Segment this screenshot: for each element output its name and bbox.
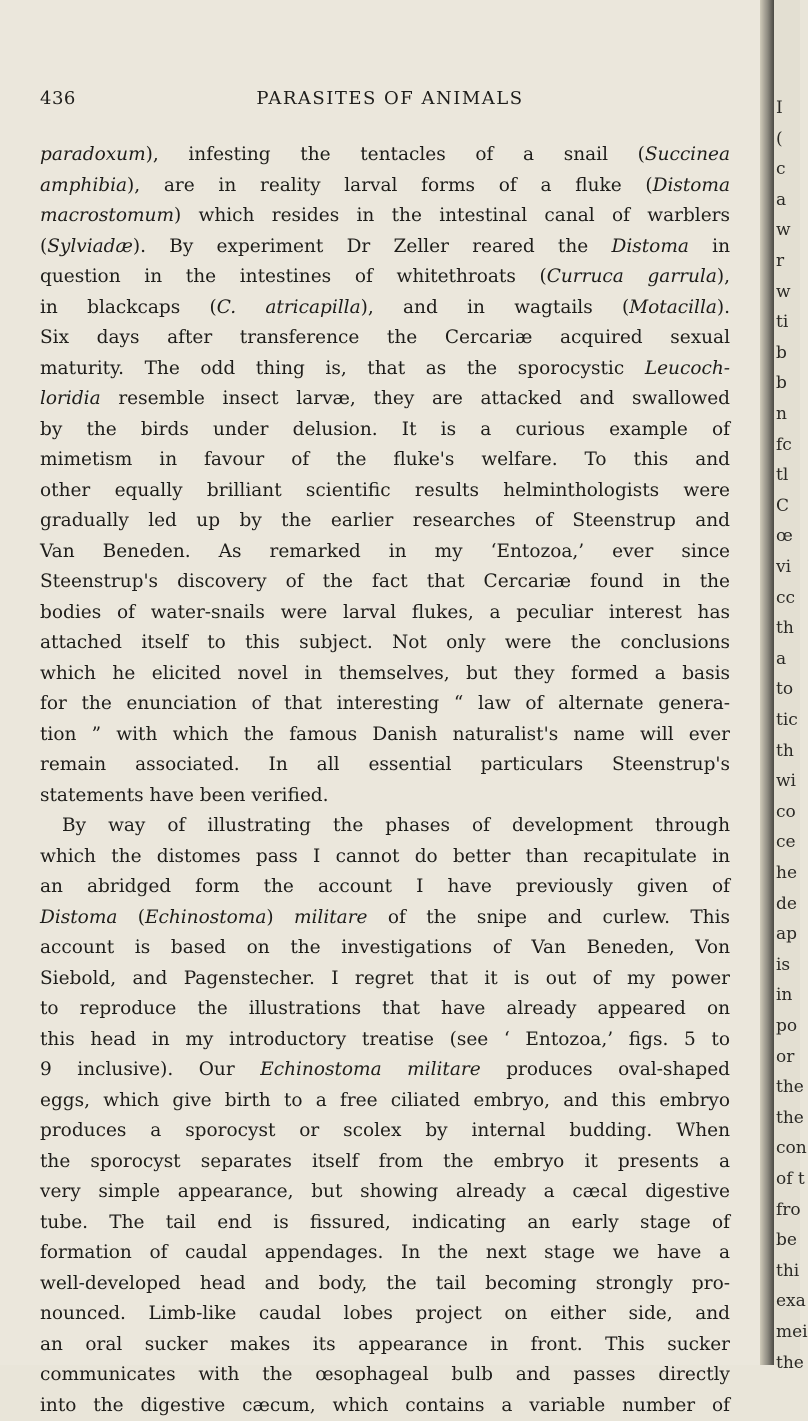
text-line: tion ” with which the famous Danish naturalist's name will ever (40, 720, 730, 751)
adjacent-page-edge (774, 0, 800, 1365)
edge-fragment: co (776, 802, 796, 822)
edge-fragment: ( (776, 129, 783, 149)
edge-fragment: fro (776, 1200, 801, 1220)
edge-fragment: c (776, 159, 786, 179)
edge-fragment: de (776, 894, 797, 914)
edge-fragment: the (776, 1108, 804, 1128)
text-run: ( (117, 907, 145, 928)
text-line: other equally brilliant scientific results helminthologists were (40, 476, 730, 507)
edge-fragment: cc (776, 588, 795, 608)
text-line (40, 354, 730, 385)
paragraph-1 (40, 140, 730, 811)
edge-fragment: exa (776, 1291, 806, 1311)
text-line: By way of illustrating the phases of development through (40, 811, 730, 842)
edge-fragment: fc (776, 435, 792, 455)
text-line: Van Beneden. As remarked in my ‘Entozoa,’ ever since (40, 537, 730, 568)
text-line: communicates with the œsophageal bulb and passes directly (40, 1360, 730, 1391)
text-line (40, 262, 730, 293)
italic-term: militare (294, 907, 368, 928)
edge-fragment: œ (776, 526, 793, 546)
italic-term: Leucoch- (645, 358, 730, 379)
text-run: in blackcaps ( (40, 297, 217, 318)
edge-fragment: a (776, 190, 786, 210)
edge-fragment: the (776, 1353, 804, 1373)
text-line: Steenstrup's discovery of the fact that Cercariæ found in the (40, 567, 730, 598)
edge-fragment: tic (776, 710, 798, 730)
edge-fragment: thi (776, 1261, 799, 1281)
text-run: ( (40, 236, 47, 257)
text-line: to reproduce the illustrations that have already appeared on (40, 994, 730, 1025)
text-line: an oral sucker makes its appearance in front. This sucker (40, 1330, 730, 1361)
text-line (40, 232, 730, 263)
edge-fragment: to (776, 679, 793, 699)
text-line: Siebold, and Pagenstecher. I regret that it is out of my power (40, 964, 730, 995)
edge-fragment: the (776, 1077, 804, 1097)
italic-term: macrostomum (40, 205, 174, 226)
edge-fragment: b (776, 373, 787, 393)
italic-term: Motacilla (629, 297, 717, 318)
text-line: by the birds under delusion. It is a curious example of (40, 415, 730, 446)
text-run: maturity. The odd thing is, that as the sporocystic (40, 358, 645, 379)
text-line: account is based on the investigations of Van Beneden, Von (40, 933, 730, 964)
edge-fragment: ap (776, 924, 797, 944)
edge-fragment: vi (776, 557, 791, 577)
edge-fragment: w (776, 282, 791, 302)
text-line (40, 140, 730, 171)
text-line (40, 1055, 730, 1086)
edge-fragment: C (776, 496, 789, 516)
text-run: of the snipe and curlew. This (368, 907, 731, 928)
text-line: Six days after transference the Cercariæ acquired sexual (40, 323, 730, 354)
edge-fragment: of t (776, 1169, 805, 1189)
italic-term: C. atricapilla (217, 297, 361, 318)
page-number: 436 (40, 88, 76, 109)
text-run: resemble insect larvæ, they are attacked and swallowed (101, 388, 730, 409)
text-line: produces a sporocyst or scolex by internal budding. When (40, 1116, 730, 1147)
edge-fragment: he (776, 863, 797, 883)
text-run: ), and in wagtails ( (361, 297, 630, 318)
text-line (40, 903, 730, 934)
text-run: produces oval-shaped (481, 1059, 730, 1080)
edge-fragment: is (776, 955, 790, 975)
text-line: into the digestive cæcum, which contains a variable number of (40, 1391, 730, 1421)
edge-fragment: or (776, 1047, 794, 1067)
text-line: for the enunciation of that interesting “ law of alternate genera- (40, 689, 730, 720)
text-run: 9 inclusive). Our (40, 1059, 260, 1080)
italic-term: Distoma (653, 175, 730, 196)
text-run: ) (266, 907, 294, 928)
text-run: ). By experiment Dr Zeller reared the (133, 236, 612, 257)
text-line: eggs, which give birth to a free ciliated embryo, and this embryo (40, 1086, 730, 1117)
edge-fragment: be (776, 1230, 797, 1250)
text-line (40, 201, 730, 232)
edge-fragment: wi (776, 771, 796, 791)
paragraph-2 (40, 811, 730, 1421)
text-line: nounced. Limb-like caudal lobes project on either side, and (40, 1299, 730, 1330)
edge-fragment: po (776, 1016, 797, 1036)
italic-term: Curruca garrula (547, 266, 717, 287)
italic-term: Sylviadæ (47, 236, 133, 257)
book-gutter (760, 0, 774, 1365)
text-line (40, 171, 730, 202)
text-line: statements have been verified. (40, 781, 730, 812)
text-line: formation of caudal appendages. In the next stage we have a (40, 1238, 730, 1269)
edge-fragment: b (776, 343, 787, 363)
text-line: an abridged form the account I have previously given of (40, 872, 730, 903)
edge-fragment: th (776, 618, 794, 638)
italic-term: paradoxum (40, 144, 146, 165)
text-run: ), are in reality larval forms of a fluke ( (127, 175, 653, 196)
text-run: ), infesting the tentacles of a snail ( (146, 144, 645, 165)
text-run: ). (717, 297, 730, 318)
text-line: which the distomes pass I cannot do better than recapitulate in (40, 842, 730, 873)
italic-term: Succinea (645, 144, 730, 165)
text-line: the sporocyst separates itself from the embryo it presents a (40, 1147, 730, 1178)
running-title: PARASITES OF ANIMALS (40, 88, 740, 109)
edge-fragment: w (776, 220, 791, 240)
text-line: gradually led up by the earlier researches of Steenstrup and (40, 506, 730, 537)
edge-fragment: n (776, 404, 787, 424)
edge-fragment: ce (776, 832, 796, 852)
text-line: remain associated. In all essential particulars Steenstrup's (40, 750, 730, 781)
edge-fragment: in (776, 985, 792, 1005)
edge-fragment: con (776, 1138, 807, 1158)
text-line (40, 384, 730, 415)
text-line: which he elicited novel in themselves, but they formed a basis (40, 659, 730, 690)
text-line (40, 293, 730, 324)
edge-fragment: I (776, 98, 783, 118)
italic-term: Echinostoma (145, 907, 266, 928)
italic-term: Distoma (40, 907, 117, 928)
text-line: this head in my introductory treatise (see ‘ Entozoa,’ figs. 5 to (40, 1025, 730, 1056)
text-line: bodies of water-snails were larval flukes, a peculiar interest has (40, 598, 730, 629)
text-line: attached itself to this subject. Not only were the conclusions (40, 628, 730, 659)
edge-fragment: r (776, 251, 784, 271)
body-text (40, 140, 730, 1421)
text-run: ) which resides in the intestinal canal of warblers (174, 205, 730, 226)
italic-term: amphibia (40, 175, 127, 196)
text-line: mimetism in favour of the fluke's welfare. To this and (40, 445, 730, 476)
edge-fragment: th (776, 741, 794, 761)
edge-fragment: ti (776, 312, 788, 332)
italic-term: loridia (40, 388, 101, 409)
edge-fragment: mei (776, 1322, 808, 1342)
text-run: ), (717, 266, 730, 287)
italic-term: Distoma (612, 236, 689, 257)
page-header (40, 88, 740, 118)
text-run: question in the intestines of whitethroats ( (40, 266, 547, 287)
edge-fragment: tl (776, 465, 788, 485)
text-run: in (689, 236, 730, 257)
text-line: tube. The tail end is fissured, indicating an early stage of (40, 1208, 730, 1239)
text-line: very simple appearance, but showing already a cæcal digestive (40, 1177, 730, 1208)
text-line: well-developed head and body, the tail becoming strongly pro- (40, 1269, 730, 1300)
italic-term: Echinostoma militare (260, 1059, 480, 1080)
edge-fragment: a (776, 649, 786, 669)
